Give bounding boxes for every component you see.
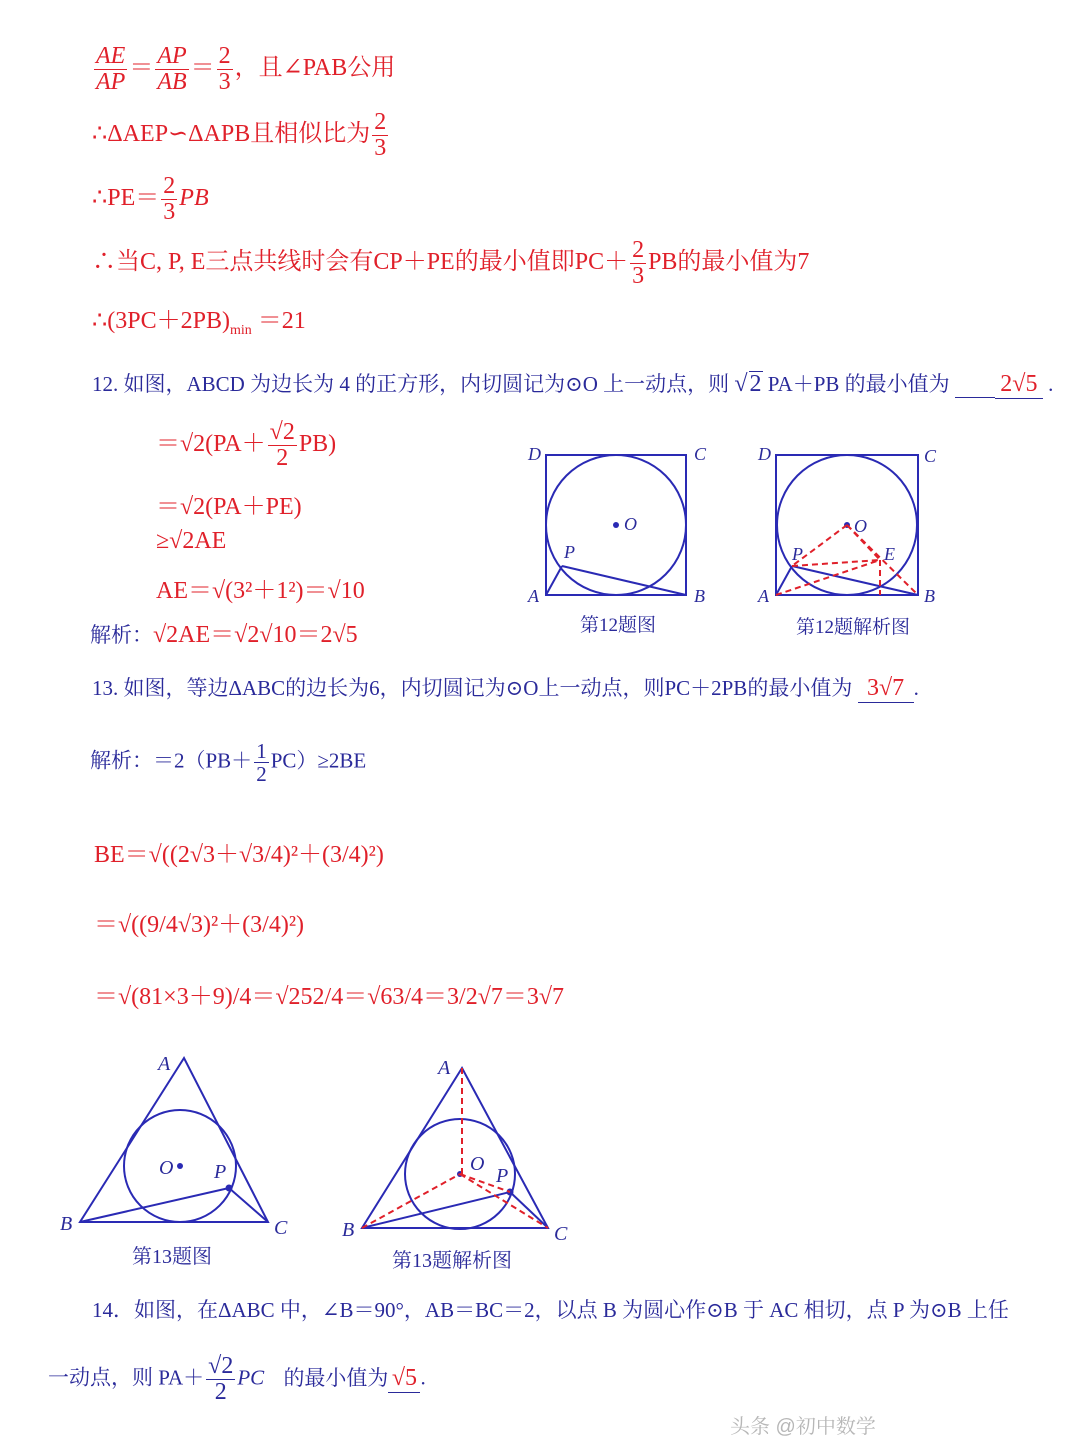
min-sub: min: [229, 322, 252, 338]
collinear-text-a: ∴当C, P, E三点共线时会有CP＋PE的最小值即PC＋: [92, 249, 629, 276]
svg-text:O: O: [854, 516, 867, 536]
q12-figure: [520, 440, 720, 610]
q13-answer: 3√7: [858, 675, 914, 703]
q12-step1: ＝√2(PA＋ $\frac{√2}{2}$ PB): [156, 419, 337, 472]
svg-text:P: P: [792, 544, 803, 564]
svg-text:O: O: [159, 1157, 174, 1179]
min-text: ∴(3PC＋2PB): [92, 308, 230, 334]
q13-analysis-tail: PC）≥2BE: [270, 748, 367, 773]
svg-text:D: D: [758, 444, 771, 464]
q13-question-text: 13. 如图，等边ΔABC的边长为6，内切圆记为⊙O上一动点，则PC＋2PB的最小值为: [92, 676, 853, 700]
q13-analysis: 解析：＝2（PB＋ $\frac{1}{2}$ PC）≥2BE: [90, 739, 367, 787]
q14-line2-c: 的最小值为: [283, 1365, 389, 1390]
svg-text:A: A: [158, 1053, 171, 1075]
q14-answer: √5: [388, 1365, 420, 1393]
q12-step3: ≥√2AE: [156, 528, 227, 554]
svg-text:C: C: [274, 1217, 288, 1239]
ratio-line: $\frac{AE}{AP}$ ＝ $\frac{AP}{AB}$ ＝ $\frac{2}{3}$ ，且∠PAB公用: [96, 43, 396, 96]
svg-text:C: C: [924, 446, 937, 466]
q12-analysis: [90, 614, 358, 649]
q12-question: 12. 如图，ABCD 为边长为 4 的正方形，内切圆记为⊙O 上一动点，则 √2 PA＋PB 的最小值为 2√5 .: [92, 371, 1054, 397]
similar-line: ∴ΔAEP∽ΔAPB且相似比为 $\frac{2}{3}$: [92, 109, 387, 162]
q12-answer: 2√5: [995, 371, 1043, 399]
center-o: [613, 522, 619, 528]
svg-text:B: B: [924, 586, 935, 606]
q12-question-text: 12. 如图，ABCD 为边长为 4 的正方形，内切圆记为⊙O 上一动点，则: [92, 372, 730, 396]
svg-text:C: C: [554, 1223, 568, 1245]
similar-text: ∴ΔAEP∽ΔAPB且相似比为: [92, 121, 371, 148]
q13-be-line1: BE＝√((2√3＋√3/4)²＋(3/4)²): [94, 842, 384, 868]
q12-analysis-expr: √2AE＝√2√10＝2√5: [153, 622, 358, 648]
label-o: O: [624, 514, 637, 534]
q12-step4: AE＝√(3²＋1²)＝√10: [156, 578, 365, 604]
q13-question: 13. 如图，等边ΔABC的边长为6，内切圆记为⊙O上一动点，则PC＋2PB的最小值为 3√7 .: [92, 675, 919, 701]
label-d: D: [528, 444, 541, 464]
svg-text:B: B: [342, 1219, 355, 1241]
min-line: [92, 300, 306, 339]
q13-fig1-caption: 第13题图: [132, 1246, 212, 1268]
q12-fig2-caption: 第12题解析图: [796, 617, 911, 638]
q14-line2: 一动点，则 PA＋ $\frac{√2}{2}$ PC 的最小值为 √5 .: [48, 1353, 426, 1406]
q12-analysis-figure: [752, 440, 952, 610]
pe-suffix: PB: [179, 185, 209, 212]
q12-analysis-label: 解析：: [90, 623, 153, 647]
label-c: C: [694, 444, 707, 464]
common-angle-text: ，且∠PAB公用: [234, 55, 396, 82]
svg-text:P: P: [496, 1165, 509, 1187]
label-p: P: [564, 542, 575, 562]
q13-analysis-figure: [338, 1050, 588, 1250]
q12-step2: ＝√2(PA＋PE): [156, 494, 302, 520]
watermark: 头条 @初中数学: [730, 1416, 876, 1438]
q14-line2-b: PC: [237, 1365, 265, 1390]
pe-line: ∴PE＝ $\frac{2}{3}$ PB: [92, 173, 209, 226]
q14-line1: 14．如图，在ΔABC 中，∠B＝90°，AB＝BC＝2，以点 B 为圆心作⊙B 于 AC 相切，点 P 为⊙B 上任: [92, 1298, 1009, 1322]
svg-text:B: B: [60, 1213, 73, 1235]
q13-analysis-text: 解析：＝2（PB＋: [90, 748, 253, 773]
collinear-line: ∴当C, P, E三点共线时会有CP＋PE的最小值即PC＋ $\frac{2}{3}$ PB的最小值为7: [92, 237, 810, 290]
svg-text:O: O: [470, 1153, 485, 1175]
svg-text:A: A: [438, 1057, 451, 1079]
q12-question-tail: PA＋PB 的最小值为: [767, 372, 950, 396]
label-b: B: [694, 586, 705, 606]
svg-text:A: A: [758, 586, 769, 606]
q13-be-line3: ＝√(81×3＋9)/4＝√252/4＝√63/4＝3/2√7＝3√7: [94, 984, 565, 1010]
min-result: ＝21: [251, 308, 306, 334]
label-a: A: [528, 586, 539, 606]
svg-text:P: P: [214, 1161, 227, 1183]
q13-be-line2: ＝√((9/4√3)²＋(3/4)²): [94, 912, 305, 938]
collinear-text-b: PB的最小值为7: [648, 249, 810, 276]
svg-text:E: E: [884, 544, 895, 564]
q13-figure: [56, 1050, 306, 1240]
q13-fig2-caption: 第13题解析图: [392, 1250, 512, 1272]
q12-fig1-caption: 第12题图: [580, 615, 657, 636]
q14-line2-a: 一动点，则 PA＋: [48, 1365, 205, 1390]
pe-prefix: ∴PE＝: [92, 185, 160, 212]
